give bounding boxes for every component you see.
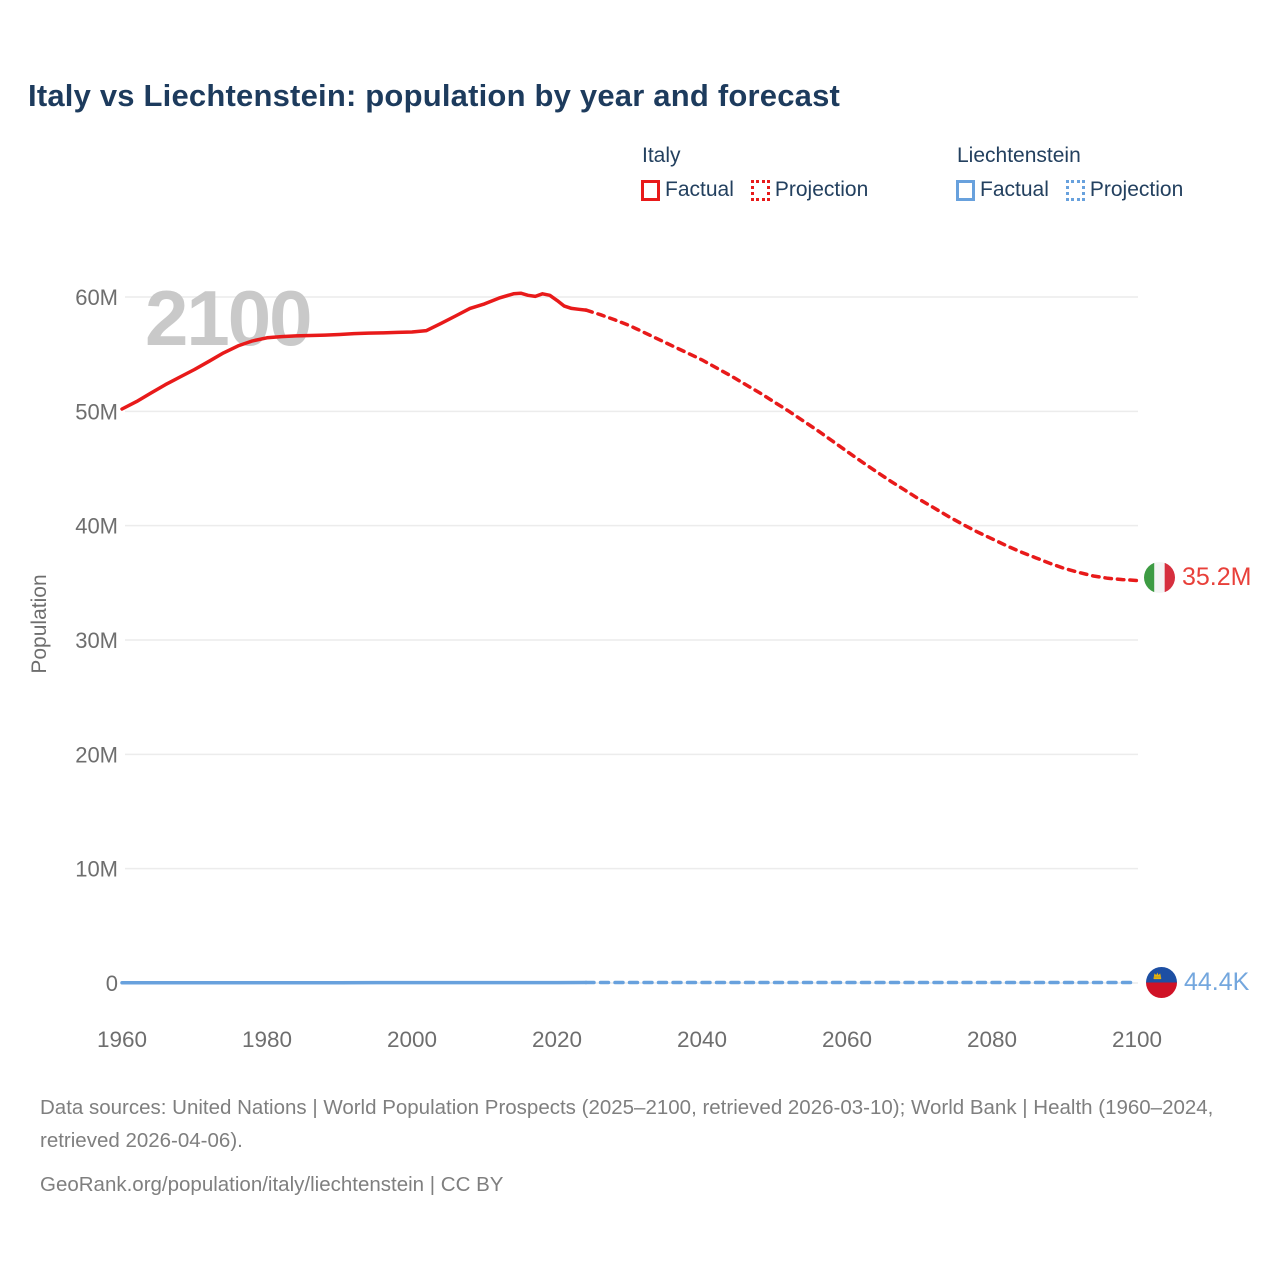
watermark-text: 2100 bbox=[145, 274, 311, 362]
footer bbox=[40, 1091, 1220, 1201]
legend-italy-name: Italy bbox=[642, 144, 681, 167]
chart-title: Italy vs Liechtenstein: population by year and forecast bbox=[28, 78, 841, 113]
x-tick-label: 1980 bbox=[241, 1027, 293, 1052]
x-tick-label: 2100 bbox=[1111, 1027, 1163, 1052]
x-tick-label: 2000 bbox=[386, 1027, 438, 1052]
y-tick-label: 10M bbox=[75, 856, 118, 882]
x-tick-label: 2040 bbox=[676, 1027, 728, 1052]
y-tick-label: 40M bbox=[75, 513, 118, 539]
legend-label: Projection bbox=[1089, 178, 1184, 201]
liechtenstein-end-value: 44.4K bbox=[1184, 968, 1250, 996]
liechtenstein-flag-icon bbox=[1146, 967, 1177, 998]
italy-flag-icon bbox=[1144, 562, 1175, 593]
legend-label: Factual bbox=[980, 178, 1049, 201]
data-sources-text: Data sources: United Nations | World Population Prospects (2025–2100, retrieved 2026-03-10); World Bank | Health (1960–2024, retrieved 2026-04-06). bbox=[40, 1096, 1214, 1152]
y-axis-title: Population bbox=[28, 574, 51, 674]
y-tick-label: 30M bbox=[75, 628, 118, 653]
attribution-link[interactable]: GeoRank.org/population/italy/liechtenstein | CC BY bbox=[40, 1173, 504, 1196]
series-line-italy-projection bbox=[586, 310, 1137, 580]
y-tick-label: 60M bbox=[75, 285, 118, 310]
italy-end-value: 35.2M bbox=[1182, 563, 1252, 591]
liechtenstein-end-label bbox=[1146, 967, 1249, 998]
x-tick-label: 2020 bbox=[531, 1027, 583, 1052]
x-tick-label: 2080 bbox=[966, 1027, 1018, 1052]
x-tick-label: 2060 bbox=[821, 1027, 873, 1052]
legend-liechtenstein-name: Liechtenstein bbox=[957, 144, 1081, 167]
y-tick-label: 0 bbox=[105, 971, 118, 996]
legend-label: Projection bbox=[774, 178, 869, 201]
y-tick-label: 50M bbox=[75, 399, 118, 425]
x-tick-label: 1960 bbox=[96, 1027, 148, 1052]
italy-end-label bbox=[1144, 562, 1251, 593]
y-tick-label: 20M bbox=[75, 742, 118, 768]
legend-label: Factual bbox=[665, 178, 734, 201]
